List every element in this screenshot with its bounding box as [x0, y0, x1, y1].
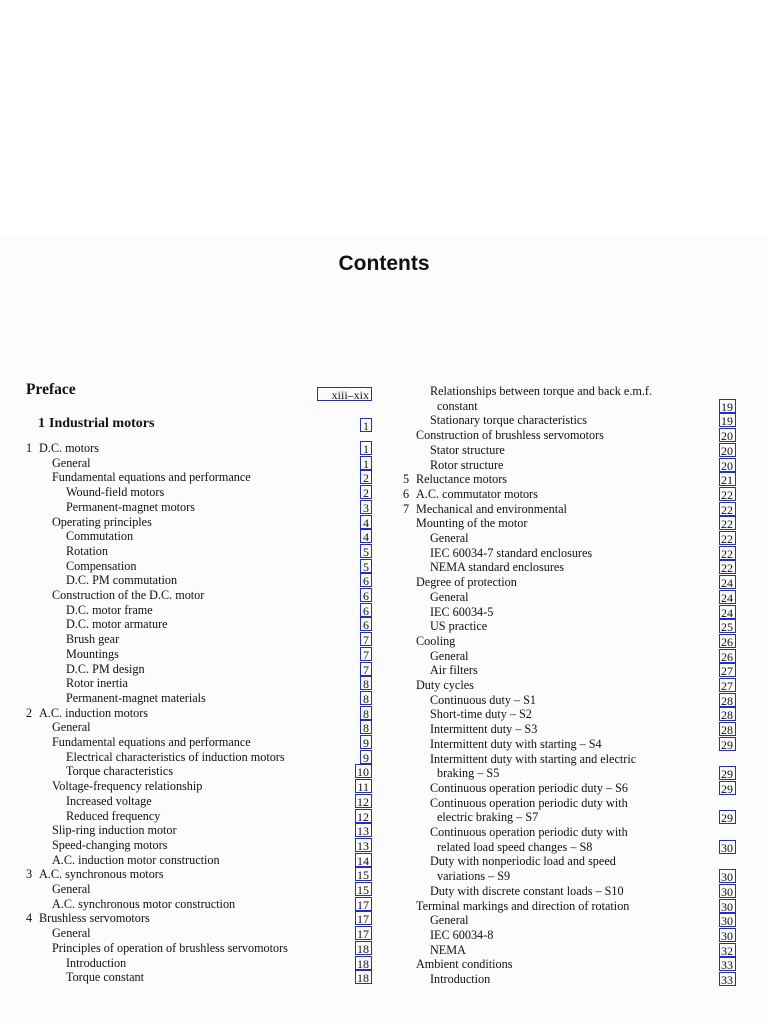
toc-entry[interactable] — [66, 647, 119, 662]
entry-title: US practice — [430, 619, 488, 634]
entry-title: Torque characteristics — [66, 764, 174, 779]
entry-title: Brush gear — [66, 632, 120, 647]
toc-entry[interactable] — [430, 619, 487, 634]
entry-title: Torque constant — [66, 970, 145, 985]
page-number-link[interactable]: 7 — [360, 647, 372, 661]
entry-title: Commutation — [66, 529, 134, 544]
page-number-link[interactable]: 17 — [355, 926, 372, 940]
toc-entry[interactable] — [430, 781, 628, 796]
entry-title: General — [430, 648, 469, 663]
page-number-link[interactable]: 4 — [360, 515, 372, 529]
entry-title: Duty cycles — [416, 678, 474, 692]
entry-title: Introduction — [66, 955, 127, 970]
page-number-link[interactable]: 30 — [719, 928, 736, 942]
chapter-number: 3 — [26, 867, 33, 882]
toc-entry[interactable] — [430, 884, 624, 899]
entry-title: General — [52, 455, 91, 470]
entry-title: Mounting of the motor — [416, 516, 528, 531]
page-number-link[interactable]: 18 — [355, 956, 372, 970]
page-number-link[interactable]: 15 — [355, 867, 372, 881]
entry-title: Fundamental equations and performance — [52, 735, 251, 749]
entry-title: Rotation — [66, 543, 108, 558]
page-number-link[interactable]: 20 — [719, 458, 736, 472]
page-number-link[interactable]: 19 — [719, 399, 736, 413]
entry-title: Short-time duty – S2 — [430, 707, 532, 722]
entry-title: Voltage-frequency relationship — [52, 779, 203, 794]
page-number-link[interactable]: 24 — [719, 575, 736, 589]
entry-title: Continuous operation periodic duty with — [430, 825, 628, 839]
entry-title: Compensation — [66, 558, 137, 573]
toc-entry[interactable] — [66, 691, 206, 706]
page-number-link[interactable]: xiii–xix — [317, 387, 372, 401]
chapter-number: 6 — [403, 486, 410, 501]
page-number-link[interactable]: 33 — [719, 957, 736, 971]
toc-entry[interactable] — [52, 838, 167, 853]
toc-entry[interactable] — [416, 957, 512, 972]
toc-entry[interactable] — [52, 515, 152, 530]
entry-title: D.C. PM commutation — [66, 573, 178, 588]
entry-title: A.C. synchronous motor construction — [52, 896, 236, 911]
page-number-link[interactable]: 22 — [719, 502, 736, 516]
toc-entry[interactable] — [430, 531, 469, 546]
page-number-link[interactable]: 6 — [360, 573, 372, 587]
toc-entry[interactable] — [416, 678, 474, 693]
entry-title: Relationships between torque and back e.m.f. — [430, 384, 653, 398]
entry-title: Continuous operation periodic duty – S6 — [430, 780, 629, 795]
page-number-link[interactable]: 29 — [719, 737, 736, 751]
toc-entry[interactable] — [66, 676, 128, 691]
page-number-link[interactable]: 2 — [360, 470, 372, 484]
page-number-link[interactable]: 27 — [719, 678, 736, 692]
toc-entry[interactable] — [430, 590, 469, 605]
page-number-link[interactable]: 7 — [360, 662, 372, 676]
toc-entry[interactable] — [52, 779, 202, 794]
entry-title: electric braking – S7 — [437, 810, 539, 825]
toc-entry[interactable] — [66, 750, 285, 765]
entry-title: Stator structure — [430, 442, 505, 457]
chapter-number: 1 — [38, 416, 45, 431]
toc-entry[interactable] — [66, 559, 136, 574]
page-number-link[interactable]: 29 — [719, 766, 736, 780]
page-number-link[interactable]: 28 — [719, 693, 736, 707]
page-number-link[interactable]: 8 — [360, 676, 372, 690]
toc-entry[interactable] — [416, 634, 455, 649]
entry-title: D.C. motor armature — [66, 617, 168, 632]
page-number-link[interactable]: 22 — [719, 560, 736, 574]
page-number-link[interactable]: 4 — [360, 529, 372, 543]
page-number-link[interactable]: 21 — [719, 472, 736, 486]
page-number-link[interactable]: 13 — [355, 823, 372, 837]
page-number-link[interactable]: 30 — [719, 840, 736, 854]
entry-title: IEC 60034-8 — [430, 927, 494, 942]
toc-entry[interactable] — [66, 970, 144, 985]
entry-title: Air filters — [430, 663, 478, 678]
page-number-link[interactable]: 6 — [360, 603, 372, 617]
entry-title: IEC 60034-7 standard enclosures — [430, 545, 593, 560]
page-number-link[interactable]: 33 — [719, 972, 736, 986]
entry-title: related load speed changes – S8 — [437, 839, 593, 854]
entry-title: D.C. motors — [39, 441, 99, 455]
page-number-link[interactable]: 3 — [360, 500, 372, 514]
page-number-link[interactable]: 17 — [355, 911, 372, 925]
entry-title: Brushless servomotors — [39, 911, 150, 926]
entry-title: Slip-ring induction motor — [52, 823, 177, 838]
entry-title: Fundamental equations and performance — [52, 470, 251, 485]
toc-entry[interactable] — [52, 735, 251, 750]
toc-entry[interactable] — [52, 588, 204, 603]
toc-entry[interactable] — [430, 854, 616, 869]
page-number-link[interactable]: 24 — [719, 605, 736, 619]
page-number-link[interactable]: 8 — [360, 706, 372, 720]
page-number-link[interactable]: 22 — [719, 516, 736, 530]
page-number-link[interactable]: 6 — [360, 588, 372, 602]
entry-title: Continuous duty – S1 — [430, 692, 536, 707]
entry-title: Introduction — [430, 972, 491, 986]
page-number-link[interactable]: 25 — [719, 619, 736, 633]
page-number-link[interactable]: 22 — [719, 531, 736, 545]
toc-entry[interactable] — [403, 472, 508, 487]
entry-title: variations – S9 — [437, 869, 511, 884]
page-number-link[interactable]: 8 — [360, 691, 372, 705]
toc-entry[interactable] — [52, 853, 220, 868]
toc-entry[interactable] — [403, 501, 567, 517]
page-number-link[interactable]: 30 — [719, 913, 736, 927]
toc-entry[interactable] — [52, 456, 91, 471]
toc-entry[interactable] — [52, 926, 91, 941]
entry-title: Intermittent duty with starting – S4 — [430, 736, 602, 751]
toc-entry[interactable] — [430, 605, 493, 620]
page-number-link[interactable]: 29 — [719, 781, 736, 795]
entry-title: Continuous operation periodic duty with — [430, 795, 628, 810]
entry-title: General — [430, 589, 469, 604]
toc-entry[interactable] — [66, 956, 126, 971]
toc-entry[interactable] — [66, 632, 119, 647]
entry-title: Intermittent duty with starting and electric — [430, 751, 637, 766]
toc-entry[interactable] — [437, 869, 510, 884]
toc-entry[interactable] — [52, 941, 288, 956]
entry-title: Rotor inertia — [66, 676, 128, 691]
page-number-link[interactable]: 26 — [719, 634, 736, 648]
page-number-link[interactable]: 1 — [360, 441, 372, 455]
chapter-number: 1 — [26, 441, 33, 455]
page-number-link[interactable]: 22 — [719, 487, 736, 501]
toc-entry[interactable] — [416, 575, 517, 590]
toc-entry[interactable] — [66, 662, 145, 677]
entry-title: constant — [437, 398, 478, 413]
toc-entry[interactable] — [430, 663, 478, 678]
entry-title: D.C. motor frame — [66, 602, 153, 617]
toc-entry[interactable] — [26, 705, 149, 721]
toc-entry[interactable] — [437, 840, 592, 855]
entry-title: A.C. commutator motors — [416, 486, 538, 501]
page-number-link[interactable]: 28 — [719, 722, 736, 736]
entry-title: Speed-changing motors — [52, 837, 168, 852]
entry-title: Stationary torque characteristics — [430, 413, 588, 428]
toc-entry[interactable] — [430, 693, 536, 708]
page-number-link[interactable]: 20 — [719, 428, 736, 442]
toc-entry[interactable] — [430, 722, 537, 737]
page-number-link[interactable]: 18 — [355, 941, 372, 955]
toc-entry[interactable] — [430, 707, 532, 722]
page-title: Contents — [338, 252, 430, 275]
entry-title: Duty with nonperiodic load and speed — [430, 854, 616, 869]
toc-entry[interactable] — [66, 617, 168, 632]
entry-title: A.C. induction motor construction — [52, 852, 220, 867]
toc-entry[interactable] — [26, 382, 76, 397]
entry-title: General — [52, 882, 91, 896]
toc-entry[interactable] — [430, 796, 628, 811]
toc-entry[interactable] — [52, 720, 91, 735]
toc-entry[interactable] — [26, 911, 150, 926]
toc-entry[interactable] — [416, 899, 629, 914]
toc-entry[interactable] — [52, 882, 91, 897]
toc-entry[interactable] — [437, 766, 499, 781]
toc-entry[interactable] — [66, 573, 177, 588]
entry-title: Duty with discrete constant loads – S10 — [430, 883, 624, 898]
page-number-link[interactable]: 5 — [360, 559, 372, 573]
page-number-link[interactable]: 12 — [355, 794, 372, 808]
page-number-link[interactable]: 30 — [719, 899, 736, 913]
entry-title: IEC 60034-5 — [430, 604, 494, 619]
toc-entry[interactable] — [430, 546, 592, 561]
toc-entry[interactable] — [430, 737, 602, 752]
entry-title: Construction of brushless servomotors — [416, 428, 604, 443]
page-number-link[interactable]: 6 — [360, 617, 372, 631]
toc-entry[interactable] — [52, 470, 251, 485]
chapter-number: 4 — [26, 911, 33, 926]
entry-title: General — [52, 720, 91, 735]
entry-title: D.C. PM design — [66, 661, 145, 676]
toc-entry[interactable] — [66, 529, 133, 544]
entry-title: A.C. synchronous motors — [39, 867, 164, 882]
entry-title: Mountings — [66, 646, 119, 661]
page-number-link[interactable]: 17 — [355, 897, 372, 911]
page-number-link[interactable]: 2 — [360, 485, 372, 499]
page-number-link[interactable]: 1 — [360, 456, 372, 470]
entry-title: Permanent-magnet motors — [66, 499, 195, 514]
page-number-link[interactable]: 14 — [355, 853, 372, 867]
toc-entry[interactable] — [52, 823, 177, 838]
entry-title: Permanent-magnet materials — [66, 690, 206, 705]
toc-entry[interactable] — [430, 972, 490, 987]
toc-entry[interactable] — [430, 384, 652, 399]
chapter-number: 7 — [403, 501, 410, 516]
entry-title: braking – S5 — [437, 766, 500, 781]
page-number-link[interactable]: 30 — [719, 884, 736, 898]
page-number-link[interactable]: 10 — [355, 764, 372, 778]
entry-title: Ambient conditions — [416, 957, 513, 972]
page-number-link[interactable]: 9 — [360, 750, 372, 764]
entry-title: Rotor structure — [430, 457, 504, 472]
toc-entry[interactable] — [66, 794, 152, 809]
entry-title: Industrial motors — [49, 416, 155, 431]
entry-title: A.C. induction motors — [39, 705, 149, 720]
page-number-link[interactable]: 29 — [719, 810, 736, 824]
toc-entry[interactable] — [66, 809, 160, 824]
entry-title: Operating principles — [52, 514, 152, 529]
chapter-number: 2 — [26, 705, 33, 720]
entry-title: Intermittent duty – S3 — [430, 722, 538, 737]
page-number-link[interactable]: 1 — [360, 418, 372, 432]
entry-title: Reduced frequency — [66, 808, 161, 823]
entry-title: General — [430, 913, 469, 928]
page-number-link[interactable]: 18 — [355, 970, 372, 984]
page-number-link[interactable]: 26 — [719, 649, 736, 663]
page-number-link[interactable]: 12 — [355, 809, 372, 823]
entry-title: General — [52, 926, 91, 941]
toc-entry[interactable] — [430, 458, 503, 473]
toc-entry[interactable] — [430, 413, 587, 428]
toc-entry[interactable] — [430, 560, 564, 575]
entry-title: Construction of the D.C. motor — [52, 588, 205, 602]
page-number-link[interactable]: 27 — [719, 663, 736, 677]
page-number-link[interactable]: 7 — [360, 632, 372, 646]
toc-entry[interactable] — [38, 416, 155, 431]
entry-title: Degree of protection — [416, 575, 517, 590]
page-number-link[interactable]: 15 — [355, 882, 372, 896]
page-number-link[interactable]: 20 — [719, 443, 736, 457]
toc-entry[interactable] — [26, 441, 99, 456]
entry-title: Principles of operation of brushless servomotors — [52, 940, 288, 955]
page-number-link[interactable]: 11 — [355, 779, 372, 793]
page-number-link[interactable]: 28 — [719, 707, 736, 721]
toc-entry[interactable] — [430, 825, 628, 840]
toc-entry[interactable] — [430, 913, 469, 928]
page-number-link[interactable]: 9 — [360, 735, 372, 749]
toc-entry[interactable] — [66, 764, 173, 779]
toc-entry[interactable] — [430, 943, 466, 958]
page-number-link[interactable]: 5 — [360, 544, 372, 558]
toc-entry[interactable] — [430, 928, 493, 943]
page-number-link[interactable]: 32 — [719, 943, 736, 957]
toc-entry[interactable] — [416, 428, 604, 443]
toc-entry[interactable] — [66, 485, 164, 500]
page-number-link[interactable]: 19 — [719, 413, 736, 427]
entry-title: Preface — [26, 381, 76, 398]
entry-title: Terminal markings and direction of rotation — [416, 898, 630, 913]
page-number-link[interactable]: 30 — [719, 869, 736, 883]
toc-entry[interactable] — [66, 500, 195, 515]
entry-title: Increased voltage — [66, 793, 152, 808]
entry-title: Wound-field motors — [66, 485, 165, 500]
page-number-link[interactable]: 8 — [360, 720, 372, 734]
entry-title: NEMA — [430, 942, 466, 957]
entry-title: Reluctance motors — [416, 472, 508, 487]
chapter-number: 5 — [403, 472, 410, 487]
toc-entry[interactable] — [437, 399, 478, 414]
toc-entry[interactable] — [52, 897, 235, 912]
entry-title: Mechanical and environmental — [416, 501, 567, 516]
toc-entry[interactable] — [430, 443, 505, 458]
page-number-link[interactable]: 22 — [719, 546, 736, 560]
entry-title: General — [430, 531, 469, 545]
toc-entry[interactable] — [430, 752, 636, 767]
toc-entry[interactable] — [416, 516, 527, 531]
entry-title: NEMA standard enclosures — [430, 560, 565, 575]
toc-entry[interactable] — [430, 649, 469, 664]
toc-entry[interactable] — [26, 867, 164, 882]
toc-entry[interactable] — [437, 810, 538, 825]
page-number-link[interactable]: 24 — [719, 590, 736, 604]
toc-entry[interactable] — [66, 603, 153, 618]
page-number-link[interactable]: 13 — [355, 838, 372, 852]
entry-title: Cooling — [416, 633, 456, 648]
toc-entry[interactable] — [403, 486, 538, 502]
entry-title: Electrical characteristics of induction motors — [66, 749, 285, 764]
toc-entry[interactable] — [66, 544, 108, 559]
